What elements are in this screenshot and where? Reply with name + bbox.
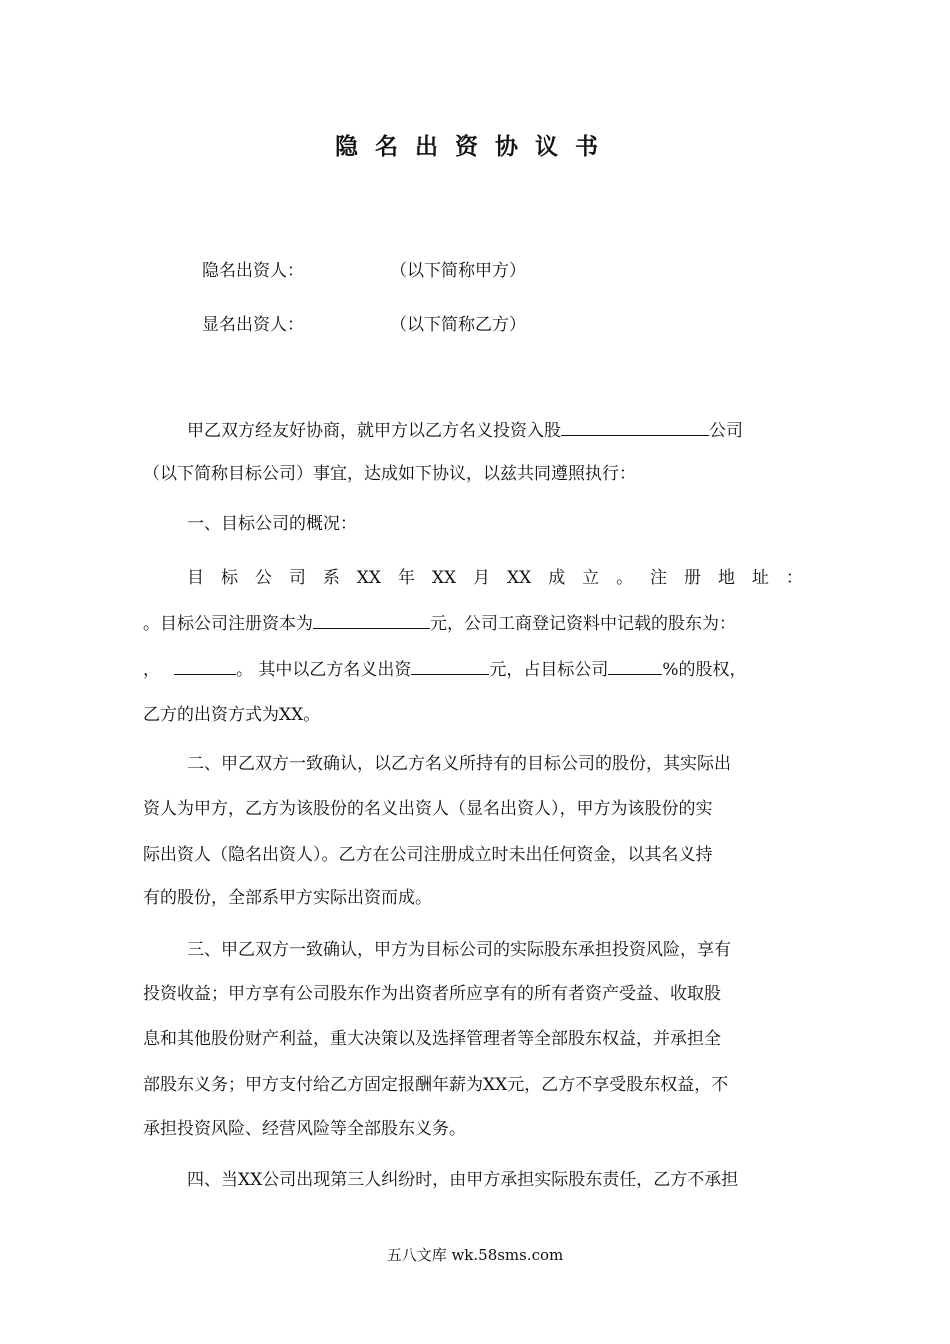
spread-char: 成 (548, 568, 566, 588)
document-title: 隐名出资协议书 (335, 133, 615, 160)
section1-line-2 (143, 610, 736, 636)
spread-char: ： (785, 568, 803, 588)
text: ， (143, 660, 160, 680)
spread-char: XX (431, 568, 457, 588)
text: 元，占目标公司 (489, 660, 609, 680)
spread-char: 注 (650, 568, 668, 588)
intro-line-1 (187, 417, 743, 443)
section1-line-3 (143, 656, 747, 682)
section2-line-3: 际出资人（隐名出资人）。乙方在公司注册成立时未出任何资金，以其名义持 (143, 845, 713, 865)
spread-char: 年 (397, 568, 415, 588)
spread-char: 址 (751, 568, 769, 588)
shareholder-blank (174, 656, 236, 675)
intro-text: 甲乙双方经友好协商，就甲方以乙方名义投资入股 (187, 421, 561, 441)
text: 元，公司工商登记资料中记载的股东为： (430, 614, 736, 634)
section4-line-1: 四、当XX公司出现第三人纠纷时，由甲方承担实际股东责任，乙方不承担 (187, 1170, 739, 1190)
spread-char: 册 (684, 568, 701, 588)
section3-line-2: 投资收益；甲方享有公司股东作为出资者所应享有的所有者资产受益、收取股 (143, 984, 721, 1004)
section2-line-2: 资人为甲方，乙方为该股份的名义出资人（显名出资人），甲方为该股份的实 (143, 799, 713, 819)
spread-char: 公 (254, 568, 272, 588)
section3-line-4: 部股东义务；甲方支付给乙方固定报酬年薪为XX元，乙方不享受股东权益，不 (143, 1075, 729, 1095)
section2-line-4: 有的股份，全部系甲方实际出资而成。 (143, 888, 432, 908)
party-a-label: 隐名出资人： (202, 261, 304, 281)
spread-char: 立 (582, 568, 600, 588)
company-name-blank (561, 417, 709, 436)
text: 。目标公司注册资本为 (143, 614, 313, 634)
spread-char: 司 (288, 568, 306, 588)
section1-heading: 一、目标公司的概况： (187, 514, 357, 534)
spread-char: 。 (616, 568, 634, 588)
capital-blank (313, 610, 430, 629)
section3-line-3: 息和其他股份财产利益，重大决策以及选择管理者等全部股东权益，并承担全 (143, 1029, 721, 1049)
spread-char: 目 (187, 568, 204, 588)
section3-line-5: 承担投资风险、经营风险等全部股东义务。 (143, 1119, 466, 1139)
party-a-note: （以下简称甲方） (390, 261, 526, 281)
section1-line-1 (187, 566, 803, 590)
party-b-note: （以下简称乙方） (390, 315, 526, 335)
section1-line-4: 乙方的出资方式为XX。 (143, 705, 321, 725)
intro-text-suffix: 公司 (709, 421, 743, 441)
spread-char: 系 (322, 568, 340, 588)
text: %的股权， (662, 660, 747, 680)
party-b-label: 显名出资人： (202, 315, 304, 335)
spread-char: 月 (473, 568, 491, 588)
section2-line-1: 二、甲乙双方一致确认，以乙方名义所持有的目标公司的股份，其实际出 (187, 754, 731, 774)
intro-line-2: （以下简称目标公司）事宜，达成如下协议，以兹共同遵照执行： (143, 464, 636, 484)
spread-char: XX (507, 568, 532, 588)
spread-char: XX (356, 568, 381, 588)
party-a-row (202, 259, 526, 283)
spread-char: 标 (220, 568, 238, 588)
text: 。 其中以乙方名义出资 (236, 660, 412, 680)
party-b-row (202, 313, 526, 337)
amount-blank (411, 656, 489, 675)
section3-line-1: 三、甲乙双方一致确认，甲方为目标公司的实际股东承担投资风险，享有 (187, 940, 731, 960)
percent-blank (608, 656, 662, 675)
spread-char: 地 (717, 568, 735, 588)
page-footer: 五八文库 wk.58sms.com (386, 1246, 564, 1264)
